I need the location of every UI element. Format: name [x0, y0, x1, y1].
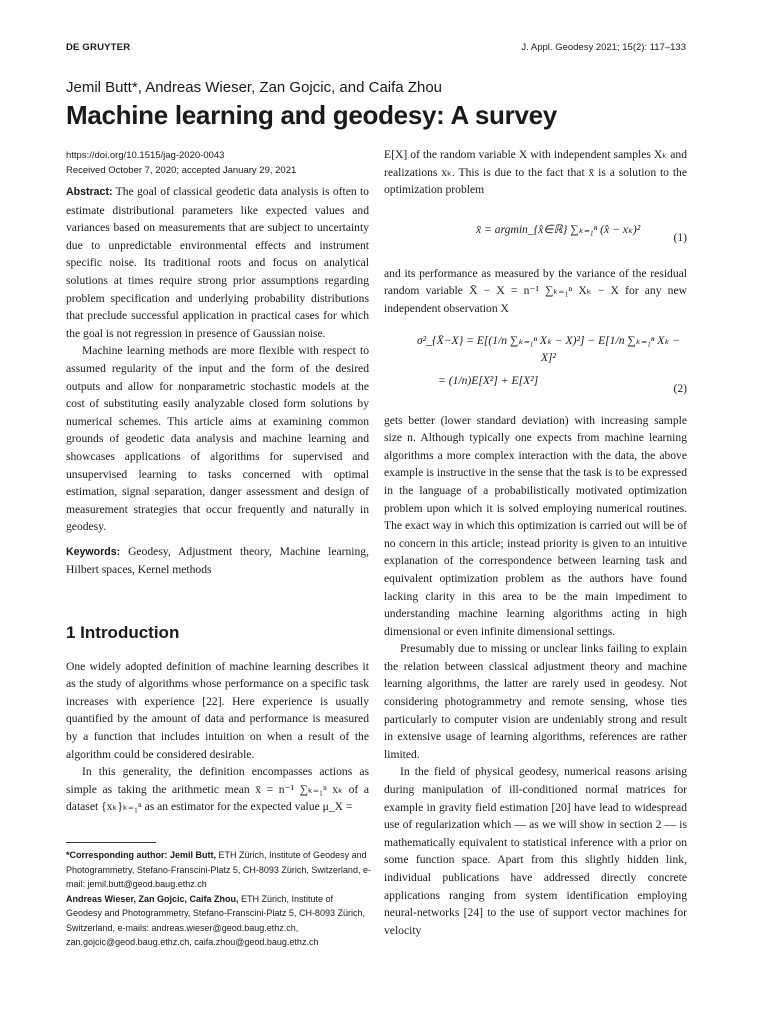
equation-2-line-1: σ²_{X̄−X} = E[(1/n ∑ₖ₌₁ⁿ Xₖ − X)²] − E[1/n ∑ₖ₌₁ⁿ Xₖ − X]²	[416, 333, 681, 365]
corresponding-author-label: *Corresponding author: Jemil Butt,	[66, 850, 217, 860]
corresponding-author-text: ETH Zürich, Institute of Geodesy and Photogrammetry, Stefano-Franscini-Platz 5, CH-8093 Zürich, Switzerland, e-mail: jemil.butt@geod.baug.ethz.ch	[66, 850, 371, 889]
corresponding-author-note	[66, 848, 371, 892]
author-list: Jemil Butt*, Andreas Wieser, Zan Gojcic, and Caifa Zhou	[66, 79, 443, 96]
coauthors-text: ETH Zürich, Institute of Geodesy and Photogrammetry, Stefano-Franscini-Platz 5, CH-8093 Zürich, Switzerland, e-mails: andreas.wieser@geod.baug.ethz.ch, zan.gojcic@geod.baug.ethz.ch, caifa.zhou@geod.baug.ethz.ch	[66, 893, 365, 947]
coauthors-label: Andreas Wieser, Zan Gojcic, Caifa Zhou,	[66, 893, 239, 904]
abstract-label: Abstract:	[66, 186, 113, 198]
keywords-label: Keywords:	[66, 545, 121, 558]
intro-paragraph-1: One widely adopted definition of machine learning describes it as the study of algorithms whose performance on a specific task increases with experience [22]. Here experience is usually quantified by the amount of data and performance is measured by a function that includes intuition on when a result of the algorithm could be considered desirable.	[66, 659, 369, 761]
doi-link[interactable]: https://doi.org/10.1515/jag-2020-0043	[66, 150, 225, 161]
publisher-name: DE GRUYTER	[66, 42, 131, 53]
intro-paragraph-2: In this generality, the definition encompasses actions as simple as taking the arithmetic mean x̄ = n⁻¹ ∑ₖ₌₁ⁿ xₖ of a dataset {xₖ}ₖ₌₁ⁿ as an estimator for the expected value μ_X =	[66, 765, 369, 814]
abstract-paragraph-1	[66, 183, 369, 342]
equation-2-line-2: = (1/n)E[X²] + E[X²]	[438, 373, 539, 387]
page-header	[66, 42, 686, 56]
right-column	[384, 146, 687, 939]
coauthors-note	[66, 892, 371, 950]
keywords-paragraph	[66, 543, 369, 579]
footnote-divider	[66, 842, 156, 843]
right-paragraph-1: and its performance as measured by the variance of the residual random variable X̄ − X = n⁻¹ ∑ₖ₌₁ⁿ Xₖ − X for any new independent observation X	[384, 266, 687, 315]
equation-1	[384, 203, 687, 263]
abstract-paragraph-2: Machine learning methods are more flexible with respect to assumed regularity of the input and the form of the desired outputs and allow for nonparametric stochastic models at the cost of substituting easily analyzable closed form solutions by numerical schemes. This article aims at examining common grounds of geodetic data analysis and machine learning and showcases applications of algorithms for supervised and unsupervised learning to tasks concerned with optimal estimation, signal separation, danger assessment and design of measurement strategies that occur frequently and naturally in geodesy.	[66, 344, 369, 534]
author-footnotes	[66, 848, 371, 950]
right-paragraph-2: gets better (lower standard deviation) with increasing sample size n. Although typically one expects from machine learning algorithms a more complex interaction with the data, the above example is instructive in the sense that the task is to be expressed in the language of a probabilistically motivated optimization problem upon which it is solved employing numerical routines. The exact way in which this optimization is carried out will be of no concern in this article; instead priority is given to an intuitive explanation of the correspondence between learning task and equivalent optimization problem as the authors have found lacking clarity in this area to be the main impediment to understanding machine learning algorithms acting in high dimensional or even infinite dimensional settings.	[384, 413, 687, 638]
received-dates: Received October 7, 2020; accepted January 29, 2021	[66, 165, 297, 176]
abstract-text-1: The goal of classical geodetic data analysis is often to estimate distributional parameters like expected values and variances based on measurements that are subject to uncertainty due to unpredictable environmental effects and instrument specific noise. Its traditional roots and focus on analytical solutions at times require strong prior assumptions regarding problem specification and underlying probability distributions that preclude successful application in practical cases for which the goal is not regression in presence of Gaussian noise.	[66, 185, 369, 340]
right-paragraph-0: E[X] of the random variable X with independent samples Xₖ and realizations xₖ. This is due to the fact that x̄ is a solution to the optimization problem	[384, 148, 687, 197]
article-title: Machine learning and geodesy: A survey	[66, 100, 557, 130]
equation-2	[384, 326, 687, 408]
equation-1-body: x̄ = argmin_{x̂∈ℝ} ∑ₖ₌₁ⁿ (x̂ − xₖ)²	[476, 222, 641, 236]
section-heading-introduction: 1 Introduction	[66, 623, 180, 643]
right-paragraph-4: In the field of physical geodesy, numerical reasons arising during manipulation of ill-conditioned normal matrices for example in gravity field estimation [20] have lead to widespread use of regularization which — as we will show in section 2 — is mathematically equivalent to statistical inference with a prior on some function space. Apart from this slightly hidden link, individual publications have addressed directly concrete applications ranging from system identification employing neural-networks [24] to the use of support vector machines for velocity	[384, 765, 687, 937]
left-column	[66, 183, 369, 816]
keywords-text: Geodesy, Adjustment theory, Machine learning, Hilbert spaces, Kernel methods	[66, 544, 369, 577]
right-paragraph-3: Presumably due to missing or unclear links failing to explain the relation between classical adjustment theory and machine learning algorithms, the latter are rarely used in geodesy. Not considering photogrammetry and remote sensing, whose ties particularly to computer vision are undeniably strong and result in extensive usage of learning algorithms, references are rather limited.	[384, 642, 687, 761]
equation-2-number: (2)	[673, 381, 687, 395]
journal-citation: J. Appl. Geodesy 2021; 15(2): 117–133	[521, 42, 686, 53]
equation-1-number: (1)	[673, 230, 687, 244]
